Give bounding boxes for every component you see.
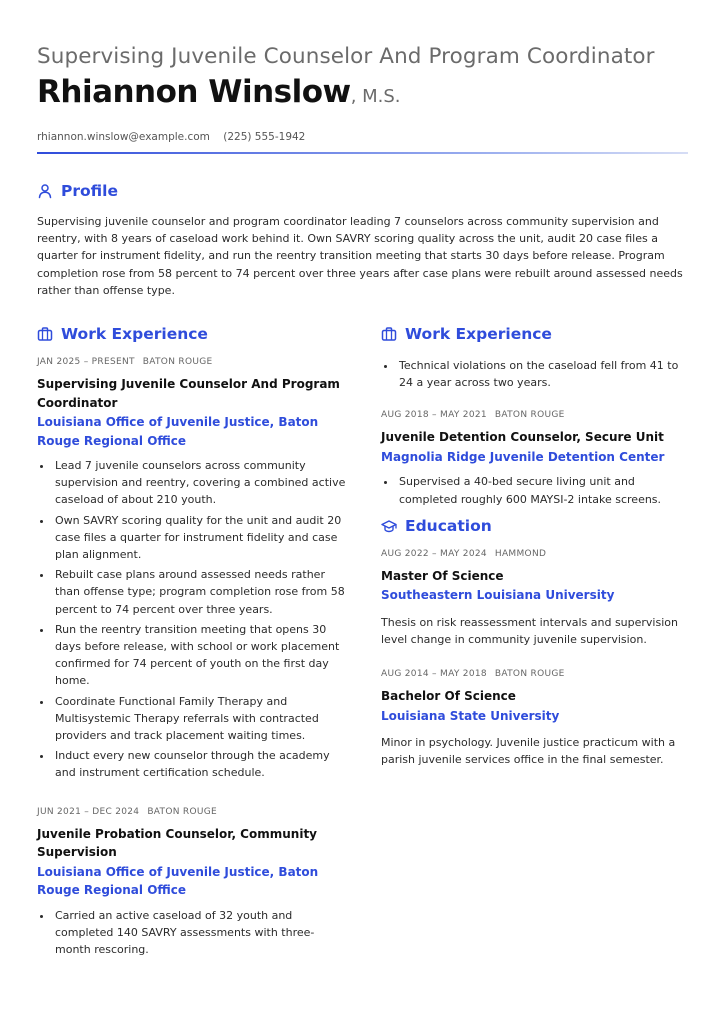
list-item: • Rebuilt case plans around assessed needs rather than offense type; program completion rose from 58 percent to 74 percent over three years. xyxy=(53,566,347,618)
header-divider xyxy=(37,152,688,154)
job-meta xyxy=(37,356,347,369)
education-dates: AUG 2014 – MAY 2018 xyxy=(381,669,487,680)
work-experience-heading xyxy=(37,324,347,344)
education-location: BATON ROUGE xyxy=(494,669,565,680)
job-organization: Louisiana Office of Juvenile Justice, Baton Rouge Regional Office xyxy=(37,415,319,448)
school: Southeastern Louisiana University xyxy=(381,588,615,603)
education-dates: AUG 2022 – MAY 2024 xyxy=(381,548,487,559)
list-item: • Supervised a 40-bed secure living unit and completed roughly 600 MAYSI-2 intake screens. xyxy=(397,473,691,507)
education-location: HAMMOND xyxy=(494,548,547,559)
degree: Master Of Science xyxy=(381,568,504,583)
job-meta xyxy=(37,806,347,819)
education-heading-label: Education xyxy=(405,516,492,535)
graduation-cap-icon xyxy=(381,518,397,534)
education-meta xyxy=(381,548,691,561)
job-bullets-continued xyxy=(381,357,691,391)
list-item: • Own SAVRY scoring quality for the unit and audit 20 case files a quarter for instrument fidelity and case plan alignment. xyxy=(53,512,347,564)
job-organization: Magnolia Ridge Juvenile Detention Center xyxy=(381,449,665,464)
job-dates: JUN 2021 – DEC 2024 xyxy=(37,806,140,817)
resume-header xyxy=(37,44,688,143)
list-item: • Induct every new counselor through the academy and instrument certification schedule. xyxy=(53,747,347,781)
education-description: Minor in psychology. Juvenile justice practicum with a parish juvenile services office in the final semester. xyxy=(381,736,676,767)
education-entry xyxy=(381,668,691,768)
list-item: • Run the reentry transition meeting that opens 30 days before release, with school or work placement confirmed for 74 percent of youth on the first day home. xyxy=(53,621,347,690)
job-dates: AUG 2018 – MAY 2021 xyxy=(381,410,487,421)
credential: , M.S. xyxy=(350,86,401,107)
right-column xyxy=(381,324,691,769)
briefcase-icon xyxy=(37,326,53,342)
left-column xyxy=(37,324,347,961)
job-bullets xyxy=(37,907,347,959)
list-item: • Technical violations on the caseload fell from 41 to 24 a year across two years. xyxy=(397,357,691,391)
job-title: Juvenile Detention Counselor, Secure Unit xyxy=(381,430,664,445)
job-location: BATON ROUGE xyxy=(147,806,218,817)
job-entry xyxy=(37,806,347,959)
job-dates: JAN 2025 – PRESENT xyxy=(37,357,135,367)
job-entry xyxy=(37,356,347,782)
list-item: • Coordinate Functional Family Therapy and Multisystemic Therapy referrals with contracted providers and track placement waiting times. xyxy=(53,693,347,745)
profile-summary: Supervising juvenile counselor and program coordinator leading 7 counselors across community supervision and reentry, with 8 years of caseload work behind it. Own SAVRY scoring quality across the unit, audit 20 case files a quarter for instrument fidelity, and run the reentry transition meeting that starts 30 days before release. Program completion rose from 58 percent to 74 percent over three years after case plans were rebuilt around assessed needs rather than offense type. xyxy=(37,215,683,297)
name-line xyxy=(37,72,688,117)
school: Louisiana State University xyxy=(381,708,560,723)
job-bullets xyxy=(381,473,691,507)
job-meta xyxy=(381,409,691,422)
list-item: • Carried an active caseload of 32 youth and completed 140 SAVRY assessments with three-month rescoring. xyxy=(53,907,347,959)
candidate-name: Rhiannon Winslow xyxy=(37,74,351,110)
education-description: Thesis on risk reassessment intervals and supervision level change in community juvenile supervision. xyxy=(381,615,678,647)
profile-section xyxy=(37,181,688,299)
job-organization: Louisiana Office of Juvenile Justice, Baton Rouge Regional Office xyxy=(37,864,319,898)
education-heading xyxy=(381,516,691,536)
email-link[interactable]: rhiannon.winslow@example.com xyxy=(37,131,210,143)
job-location: BATON ROUGE xyxy=(142,357,213,367)
job-bullets xyxy=(37,457,347,782)
list-item: • Lead 7 juvenile counselors across community supervision and reentry, covering a combined active caseload of about 210 youth. xyxy=(53,457,347,509)
job-title-headline: Supervising Juvenile Counselor And Program Coordinator xyxy=(37,44,655,69)
job-location: BATON ROUGE xyxy=(494,410,565,421)
profile-heading xyxy=(37,181,688,201)
education-meta xyxy=(381,668,691,681)
education-entry xyxy=(381,548,691,648)
contact-line xyxy=(37,131,688,143)
work-experience-continued-label: Work Experience xyxy=(405,325,552,343)
job-title: Juvenile Probation Counselor, Community Supervision xyxy=(37,826,317,860)
work-experience-heading-label: Work Experience xyxy=(61,325,208,343)
job-entry xyxy=(381,409,691,507)
person-icon xyxy=(37,183,53,199)
briefcase-icon xyxy=(381,326,397,342)
phone-number: (225) 555-1942 xyxy=(223,131,306,143)
job-title: Supervising Juvenile Counselor And Program Coordinator xyxy=(37,377,340,410)
degree: Bachelor Of Science xyxy=(381,689,516,704)
work-experience-continued-heading xyxy=(381,324,691,344)
profile-heading-label: Profile xyxy=(61,182,118,200)
